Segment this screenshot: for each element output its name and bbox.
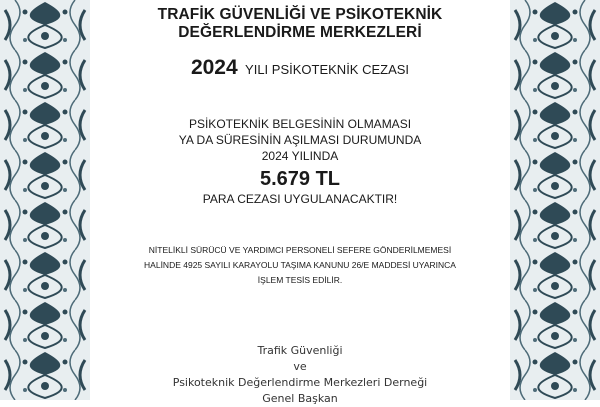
ornamental-border-right — [510, 0, 600, 400]
ornament-pattern-left — [0, 0, 90, 400]
notice-line-1: NİTELİKLİ SÜRÜCÜ VE YARDIMCI PERSONELİ SEFERE GÖNDERİLMEMESİ — [148, 245, 452, 255]
notice-line-2: HALİNDE 4925 SAYILI KARAYOLU TAŞIMA KANUNU 26/E MADDESİ UYARINCA — [144, 260, 456, 270]
penalty-amount: 5.679 TL — [259, 168, 341, 190]
title-line-1: TRAFİK GÜVENLİĞİ VE PSİKOTEKNİK — [157, 6, 443, 23]
ornamental-border-left — [0, 0, 90, 400]
notice-document — [90, 0, 510, 405]
description-line-1: PSİKOTEKNİK BELGESİNİN OLMAMASI — [188, 117, 412, 131]
legal-notice — [90, 243, 510, 288]
signature-line-3: Psikoteknik Değerlendirme Merkezleri Derneği — [172, 376, 428, 389]
penalty-description — [90, 116, 510, 164]
penalty-year: 2024 — [190, 56, 238, 79]
description-line-2: YA DA SÜRESİNİN AŞILMASI DURUMUNDA — [178, 133, 422, 147]
signature-block — [90, 343, 510, 407]
penalty-subtitle — [90, 56, 510, 80]
notice-line-3: İŞLEM TESİS EDİLİR. — [257, 275, 343, 285]
penalty-statement: PARA CEZASI UYGULANACAKTIR! — [202, 192, 398, 206]
description-line-3: 2024 YILINDA — [261, 149, 339, 163]
signature-line-4: Genel Başkan — [262, 392, 338, 405]
ornament-pattern-right — [510, 0, 600, 400]
document-title — [90, 6, 510, 42]
signature-line-1: Trafik Güvenliği — [257, 344, 343, 357]
penalty-subtitle-text: YILI PSİKOTEKNİK CEZASI — [245, 62, 410, 77]
signature-line-2: ve — [293, 360, 307, 373]
title-line-2: DEĞERLENDİRME MERKEZLERİ — [178, 24, 422, 41]
